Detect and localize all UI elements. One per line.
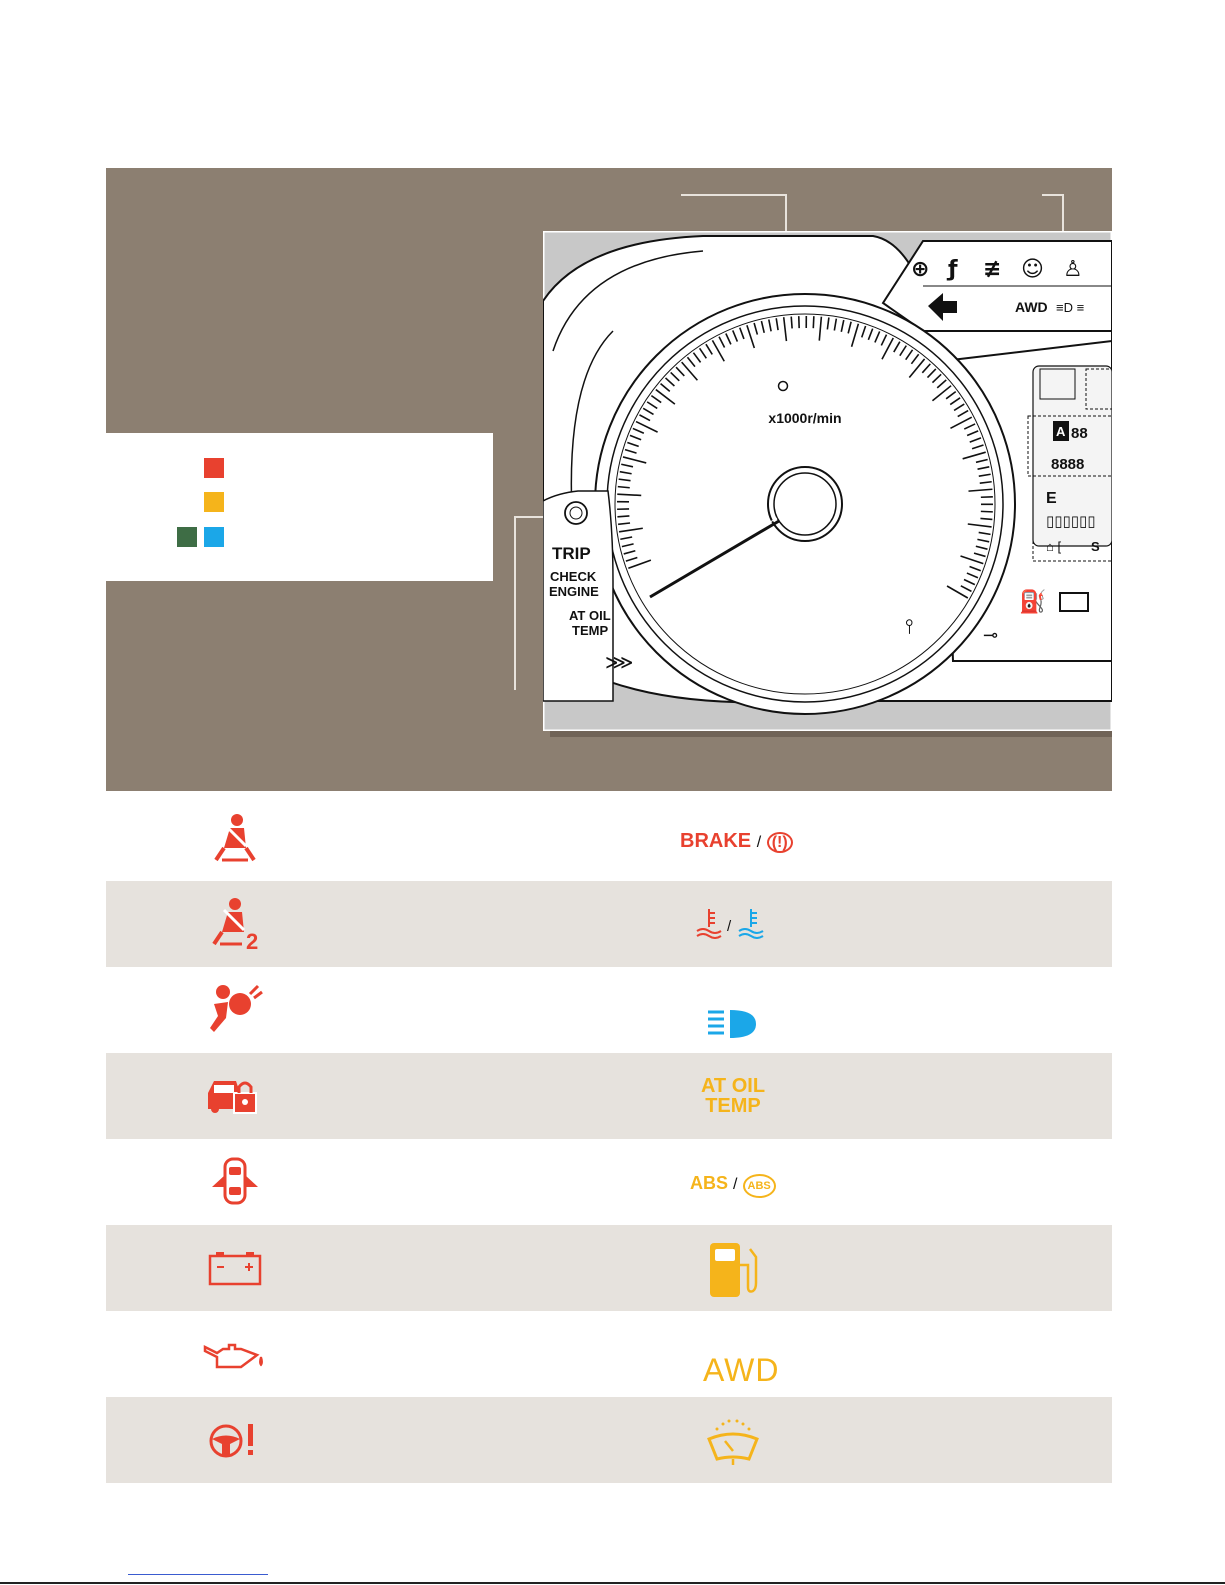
seatbelt-icon [210,812,260,864]
legend-red-swatch [204,458,224,478]
seatbelt-passenger-icon [208,894,268,952]
lcd-letter-s: S [1091,539,1100,554]
passenger-number: 2 [246,929,259,952]
temp-label: TEMP [572,623,609,638]
tach-tick [617,516,629,517]
washer-fluid-icon [705,1415,761,1467]
rear-defrost-icon: ⊕ [911,257,930,282]
steering-warning-icon [208,1420,260,1460]
abs-text: ABS [690,1173,729,1193]
trip-label: TRIP [552,544,591,563]
color-legend [106,433,493,581]
security-lock-icon [206,1075,258,1117]
brake-symbol-icon: (!) [767,832,793,853]
tach-tick [791,317,792,329]
check-label: CHECK [550,569,597,584]
door-open-icon [210,1157,260,1207]
abs-symbol-icon: ABS [743,1174,776,1198]
abs-warning [690,1173,776,1194]
at-oil-text: AT OIL [700,1075,766,1097]
brake-warning [680,830,793,853]
fuel-pump-strip-icon: ⛽ [1019,589,1047,614]
footer-rule [0,1582,1225,1584]
engine-label: ENGINE [549,584,599,599]
legend-blue-swatch [204,527,224,547]
legend-green-swatch [177,527,197,547]
lcd-letter-e: E [1046,490,1057,507]
lcd-letter-a: A [1056,424,1066,439]
seatbelt-strip-icon: ♙ [1063,257,1083,282]
cluster-awd-label: AWD [1015,299,1048,315]
lcd-digits: 88 [1071,425,1088,442]
brake-text: BRAKE [680,830,752,852]
temp-text: TEMP [705,1095,761,1117]
battery-icon [208,1250,262,1286]
at-oil-label: AT OIL [569,608,611,623]
high-beam-icon [706,1007,758,1041]
fog-light-icon: ƒ [948,257,958,282]
oil-pressure-icon [203,1341,267,1371]
coolant-slash: / [727,918,732,935]
coolant-strip-icon: ⫯ [905,616,914,638]
slash-separator: / [756,834,762,851]
airbag-icon [208,982,264,1034]
key-icon: ⊸ [983,625,999,645]
tach-unit-label: x1000r/min [768,410,842,426]
lcd-odometer: 8888 [1051,456,1085,473]
footer-link-underline [128,1574,268,1575]
at-oil-temp-icon [700,1076,766,1116]
lcd-fuel-bars: ▯▯▯▯▯▯ [1046,513,1096,530]
cluster-drawing [543,231,1112,731]
lcd-mode-icon: ⌂ [ [1046,539,1062,554]
tach-tick [813,316,814,328]
abs-slash: / [733,1176,738,1193]
legend-yellow-swatch [204,492,224,512]
headlight-strip-icon: ≡D ≡ [1056,300,1085,315]
awd-icon: AWD [703,1352,780,1388]
instrument-cluster [543,231,1112,731]
tach-tick [981,511,993,512]
fuel-pump-icon [708,1241,762,1299]
oil-temp-strip-icon: ⋙ [605,652,634,674]
rear-fog-icon: ≢ [983,257,1002,282]
coolant-temp-icon [695,907,775,939]
tach-tick [618,487,630,488]
tach-tick [980,518,992,519]
airbag-strip-icon: ☺ [1021,257,1044,282]
